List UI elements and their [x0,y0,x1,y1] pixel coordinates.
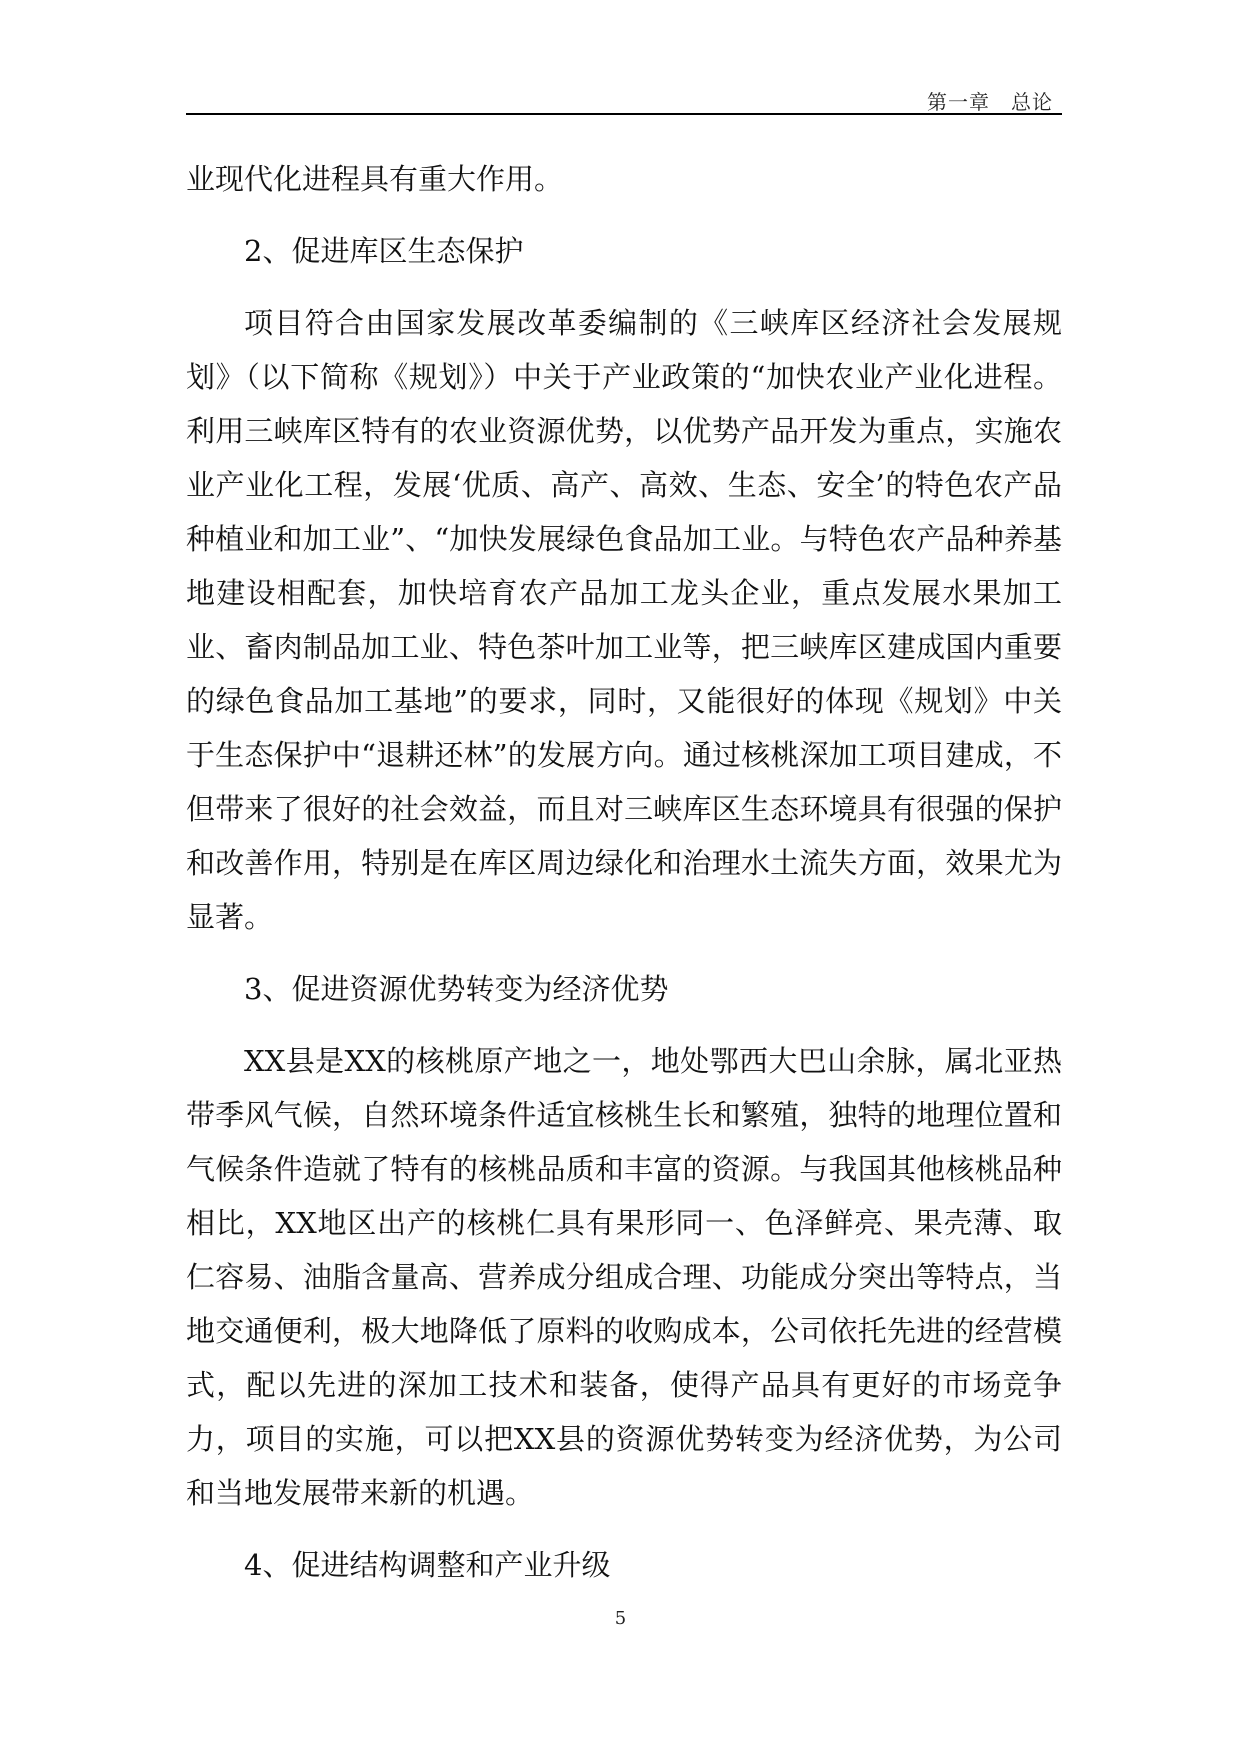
continuation-paragraph: 业现代化进程具有重大作用。 [186,162,564,196]
running-header: 第一章 总论 [927,90,1053,114]
section-paragraph-3: XX县是XX的核桃原产地之一，地处鄂西大巴山余脉，属北亚热带季风气候，自然环境条件适宜核桃生长和繁殖，独特的地理位置和气候条件造就了特有的核桃品质和丰富的资源。与我国其他核桃品种相比，XX地区出产的核桃仁具有果形同一、色泽鲜亮、果壳薄、取仁容易、油脂含量高、营养成分组成合理、功能成分突出等特点，当地交通便利，极大地降低了原料的收购成本，公司依托先进的经营模式，配以先进的深加工技术和装备，使得产品具有更好的市场竞争力，项目的实施，可以把XX县的资源优势转变为经济优势，为公司和当地发展带来新的机遇。 [186,1044,1062,1510]
body-text [186,152,1062,1610]
section-heading-2: 2、促进库区生态保护 [244,234,524,268]
section-heading-3: 3、促进资源优势转变为经济优势 [244,972,669,1006]
section-heading-4: 4、促进结构调整和产业升级 [244,1548,611,1582]
header-rule [186,113,1062,115]
page-number: 5 [614,1608,627,1629]
section-paragraph-2: 项目符合由国家发展改革委编制的《三峡库区经济社会发展规划》（以下简称《规划》）中关于产业政策的“加快农业产业化进程。利用三峡库区特有的农业资源优势，以优势产品开发为重点，实施农业产业化工程，发展‘优质、高产、高效、生态、安全’的特色农产品种植业和加工业”、“加快发展绿色食品加工业。与特色农产品种养基地建设相配套，加快培育农产品加工龙头企业，重点发展水果加工业、畜肉制品加工业、特色茶叶加工业等，把三峡库区建成国内重要的绿色食品加工基地”的要求，同时，又能很好的体现《规划》中关于生态保护中“退耕还林”的发展方向。通过核桃深加工项目建成，不但带来了很好的社会效益，而且对三峡库区生态环境具有很强的保护和改善作用，特别是在库区周边绿化和治理水土流失方面，效果尤为显著。 [186,306,1062,934]
